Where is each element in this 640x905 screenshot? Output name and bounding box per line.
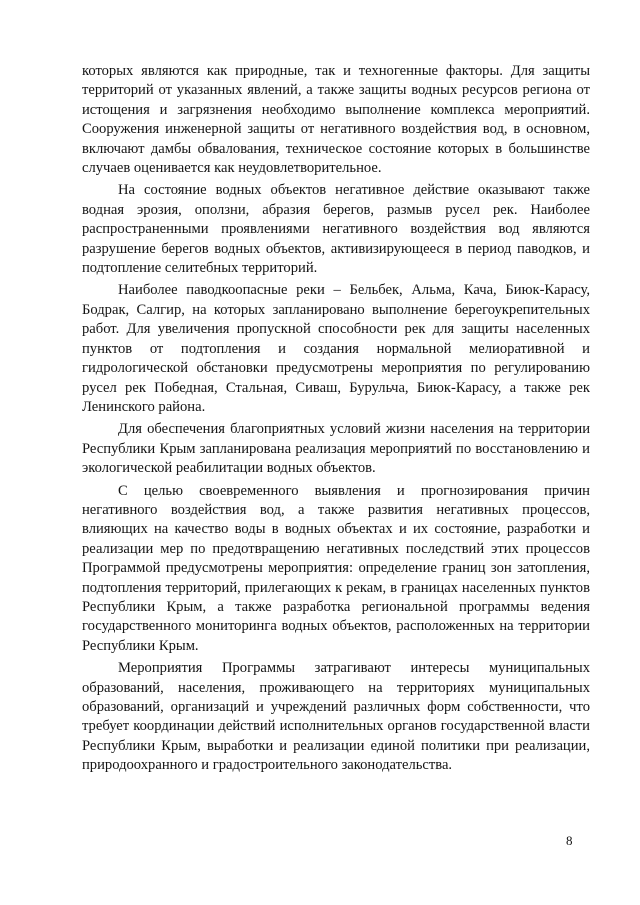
- paragraph-water-erosion: На состояние водных объектов негативное действие оказывают также водная эрозия, оползни, абразия берегов, размыв русел рек. Наиболее распространенными проявлениями негативного воздействия вод являются разрушение берегов водных объектов, активизирующееся в период паводков, и подтопление селитебных территорий.: [82, 182, 590, 277]
- paragraph-living-conditions: Для обеспечения благоприятных условий жизни населения на территории Республики Крым запланирована реализация мероприятий по восстановлению и экологической реабилитации водных объектов.: [82, 421, 590, 477]
- paragraph-program-interests: Мероприятия Программы затрагивают интересы муниципальных образований, населения, проживающего на территориях муниципальных образований, организаций и учреждений различных форм собственности, что требует координации действий исполнительных органов государственной власти Республики Крым, выработки и реализации единой политики при реализации, природоохранного и градостроительного законодательства.: [82, 660, 590, 774]
- document-body: [82, 62, 590, 779]
- paragraph-continuation: которых являются как природные, так и техногенные факторы. Для защиты территорий от указанных явлений, а также защиты водных ресурсов региона от истощения и загрязнения необходимо выполнение комплекса мероприятий. Сооружения инженерной защиты от негативного воздействия вод, в основном, включают дамбы обвалования, техническое состояние которых в большинстве случаев оценивается как неудовлетворительное.: [82, 63, 590, 177]
- page-number: 8: [566, 833, 573, 848]
- paragraph-monitoring: С целью своевременного выявления и прогнозирования причин негативного воздействия вод, а также развития негативных процессов, влияющих на качество воды в водных объектах и их состояние, разработки и реализации мер по предотвращению негативных последствий этих процессов Программой предусмотрены мероприятия: определение границ зон затопления, подтопления территорий, прилегающих к рекам, в границах населенных пунктов Республики Крым, а также разработка региональной программы ведения государственного мониторинга водных объектов, расположенных на территории Республики Крым.: [82, 482, 590, 654]
- paragraph-flood-rivers: Наиболее паводкоопасные реки – Бельбек, Альма, Кача, Биюк-Карасу, Бодрак, Салгир, на которых запланировано выполнение берегоукрепительных работ. Для увеличения пропускной способности рек для защиты населенных пунктов от подтопления и создания нормальной мелиоративной и гидрологической обстановки предусмотрены мероприятия по регулированию русел рек Победная, Стальная, Сиваш, Бурульча, Биюк-Карасу, а также рек Ленинского района.: [82, 282, 590, 415]
